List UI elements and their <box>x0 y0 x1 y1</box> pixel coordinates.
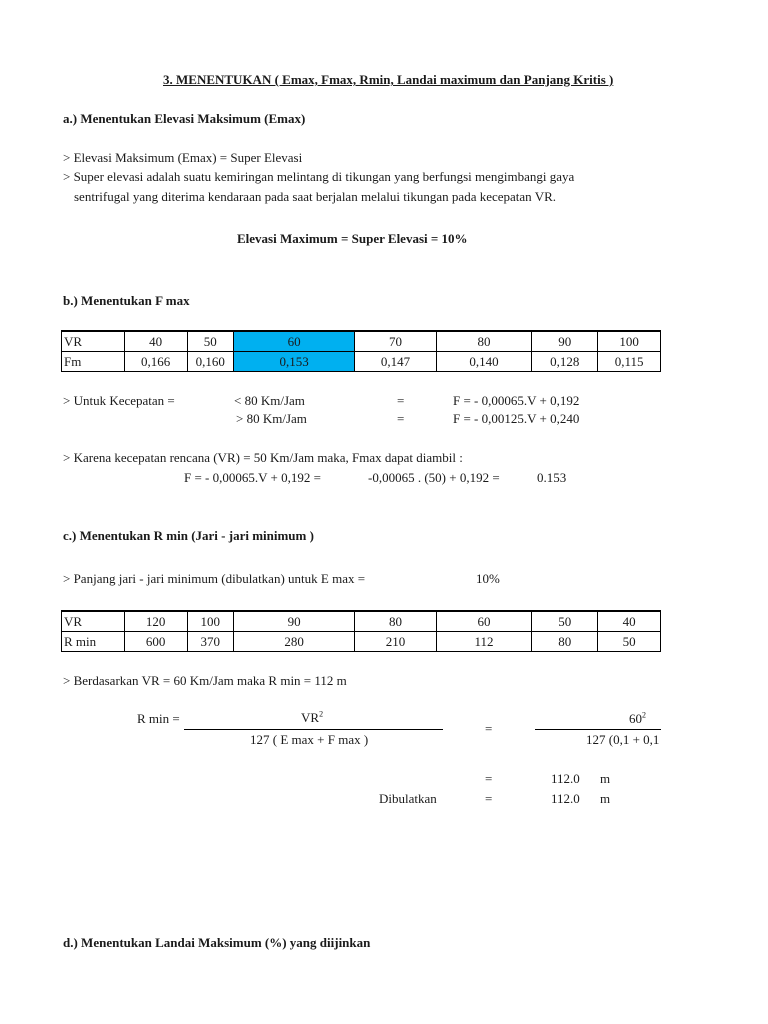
fmax-calc-formula: F = - 0,00065.V + 0,192 = <box>184 470 321 485</box>
rmin-right-numerator-text: 60 <box>629 711 642 726</box>
rmin-cell-vr-label: VR <box>62 611 125 632</box>
section-d-heading: d.) Menentukan Landai Maksimum (%) yang diijinkan <box>63 935 371 950</box>
fmax-cell: 0,140 <box>436 352 532 372</box>
rmin-cell: 600 <box>124 632 187 652</box>
formula-2: F = - 0,00125.V + 0,240 <box>453 411 580 426</box>
rmin-cell: 80 <box>532 632 598 652</box>
fmax-cell: 50 <box>187 331 233 352</box>
fmax-table <box>61 330 661 372</box>
fmax-table-row-fm <box>62 352 661 372</box>
rmin-rounded-eq: = <box>485 791 493 806</box>
section-a-line2: > Super elevasi adalah suatu kemiringan melintang di tikungan yang berfungsi mengimbangi gaya <box>63 169 575 184</box>
rmin-eq-sign: = <box>485 721 493 736</box>
fmax-cell: 0,128 <box>532 352 598 372</box>
rmin-right-numerator <box>629 711 646 727</box>
fmax-cell: 80 <box>436 331 532 352</box>
speed-condition-2: > 80 Km/Jam <box>236 411 307 426</box>
rmin-cell: 280 <box>233 632 354 652</box>
rmin-cell: 80 <box>355 611 436 632</box>
rmin-cell: 370 <box>187 632 233 652</box>
formula-1: F = - 0,00065.V + 0,192 <box>453 393 580 408</box>
fmax-cell: 100 <box>598 331 661 352</box>
fmax-cell-fm-label: Fm <box>62 352 125 372</box>
rmin-cell-rmin-label: R min <box>62 632 125 652</box>
rmin-formula-numerator <box>301 710 323 726</box>
rmin-cell: 60 <box>436 611 532 632</box>
rmin-table-row-vr <box>62 611 661 632</box>
rmin-table <box>61 610 661 652</box>
rmin-formula-label: R min = <box>137 711 180 726</box>
rmin-cell: 100 <box>187 611 233 632</box>
rmin-right-numerator-exponent: 2 <box>642 710 646 720</box>
speed-eq-2: = <box>397 411 405 426</box>
fmax-cell-highlighted: 0,153 <box>233 352 354 372</box>
rmin-result-value: 112.0 <box>551 771 580 786</box>
fmax-calc-substitution: -0,00065 . (50) + 0,192 = <box>368 470 500 485</box>
rmin-emax-value: 10% <box>476 571 500 586</box>
fmax-cell-vr-label: VR <box>62 331 125 352</box>
rmin-result-eq: = <box>485 771 493 786</box>
section-c-heading: c.) Menentukan R min (Jari - jari minimum ) <box>63 528 314 543</box>
speed-eq-1: = <box>397 393 405 408</box>
fmax-cell: 40 <box>124 331 187 352</box>
rmin-cell: 50 <box>598 632 661 652</box>
rmin-basis: > Berdasarkan VR = 60 Km/Jam maka R min = 112 m <box>63 673 347 688</box>
fmax-calc-result: 0.153 <box>537 470 567 485</box>
page-title: 3. MENENTUKAN ( Emax, Fmax, Rmin, Landai maximum dan Panjang Kritis ) <box>163 72 614 87</box>
rmin-cell: 210 <box>355 632 436 652</box>
fmax-cell: 0,115 <box>598 352 661 372</box>
rmin-cell: 120 <box>124 611 187 632</box>
section-a-line1: > Elevasi Maksimum (Emax) = Super Elevasi <box>63 150 303 165</box>
fmax-cell: 0,160 <box>187 352 233 372</box>
rmin-cell: 50 <box>532 611 598 632</box>
speed-label: > Untuk Kecepatan = <box>63 393 175 408</box>
rmin-right-fraction-bar <box>535 729 661 730</box>
rmin-formula-denominator: 127 ( E max + F max ) <box>250 732 369 747</box>
rmin-rounded-label: Dibulatkan <box>379 791 437 806</box>
section-a-result: Elevasi Maximum = Super Elevasi = 10% <box>237 231 468 246</box>
rmin-fraction-bar <box>184 729 443 730</box>
rmin-numerator-exponent: 2 <box>319 709 324 719</box>
rmin-emax-line: > Panjang jari - jari minimum (dibulatkan) untuk E max = <box>63 571 366 586</box>
section-b-heading: b.) Menentukan F max <box>63 293 190 308</box>
rmin-result-unit: m <box>600 771 611 786</box>
fmax-cell-highlighted: 60 <box>233 331 354 352</box>
rmin-rounded-unit: m <box>600 791 611 806</box>
rmin-cell: 112 <box>436 632 532 652</box>
rmin-right-denominator: 127 (0,1 + 0,1 <box>586 732 660 747</box>
fmax-table-row-vr <box>62 331 661 352</box>
speed-condition-1: < 80 Km/Jam <box>234 393 305 408</box>
rmin-rounded-value: 112.0 <box>551 791 580 806</box>
fmax-cell: 70 <box>355 331 436 352</box>
section-a-heading: a.) Menentukan Elevasi Maksimum (Emax) <box>63 111 306 126</box>
rmin-cell: 40 <box>598 611 661 632</box>
section-a-line3: sentrifugal yang diterima kendaraan pada saat berjalan melalui tikungan pada kecepatan VR. <box>74 189 557 204</box>
fmax-cell: 0,147 <box>355 352 436 372</box>
rmin-right-denominator-clip <box>586 732 661 748</box>
rmin-numerator-text: VR <box>301 710 320 725</box>
fmax-cell: 0,166 <box>124 352 187 372</box>
fmax-cell: 90 <box>532 331 598 352</box>
fmax-because: > Karena kecepatan rencana (VR) = 50 Km/Jam maka, Fmax dapat diambil : <box>63 450 463 465</box>
rmin-table-row-rmin <box>62 632 661 652</box>
rmin-cell: 90 <box>233 611 354 632</box>
